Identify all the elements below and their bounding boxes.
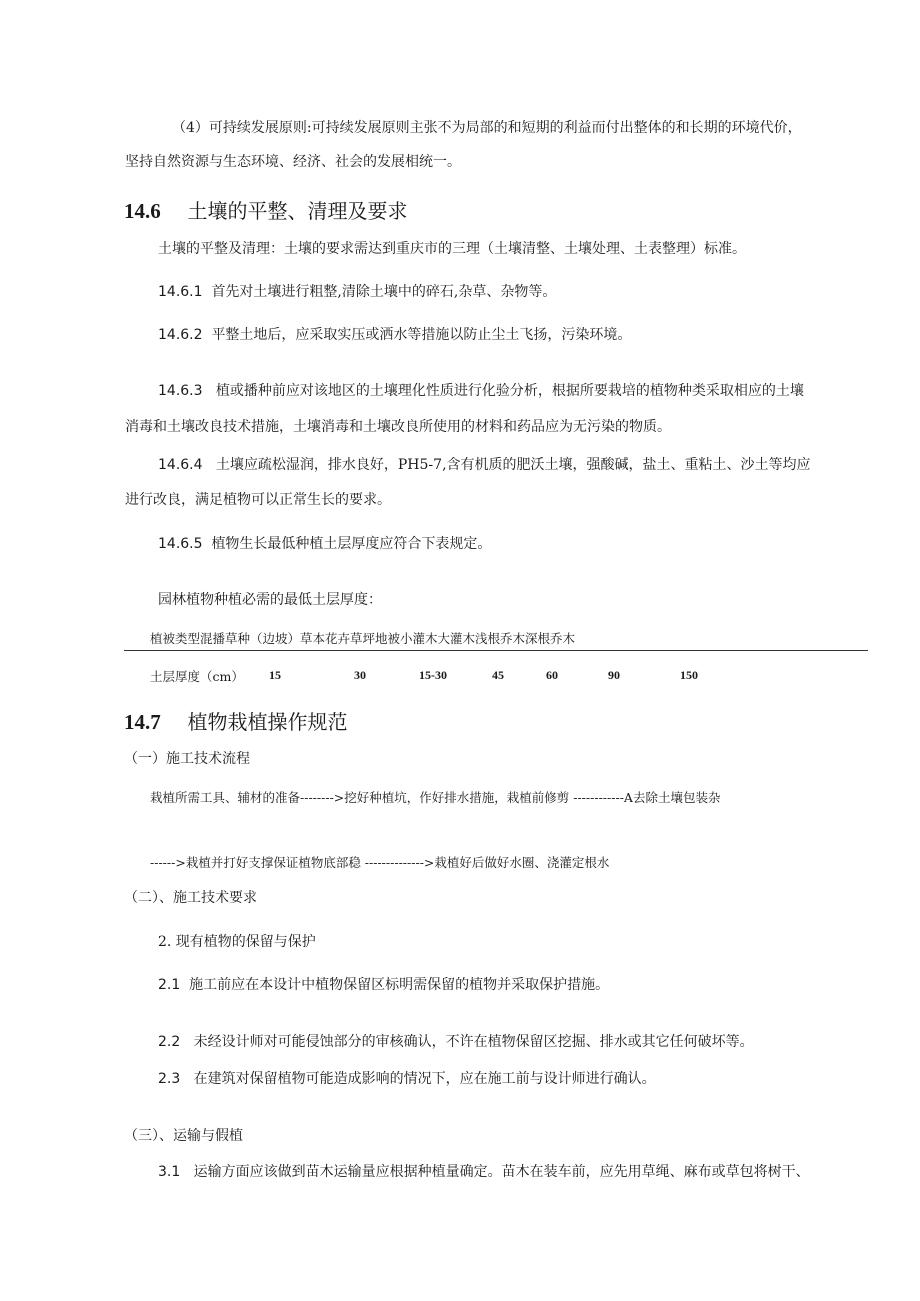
- item-number: 3.1: [158, 1164, 181, 1180]
- item-14-6-4-line1: [158, 455, 811, 475]
- table-cell: 30: [354, 668, 366, 682]
- table-rule: [124, 650, 868, 651]
- item-text: 首先对土壤进行粗整,清除土壤中的碎石,杂草、杂物等。: [211, 284, 557, 300]
- item-text: 未经设计师对可能侵蚀部分的审核确认，不许在植物保留区挖掘、排水或其它任何破坏等。: [193, 1034, 754, 1050]
- section-number: 14.6: [124, 199, 161, 223]
- item-text: 施工前应在本设计中植物保留区标明需保留的植物并采取保护措施。: [189, 977, 610, 993]
- section-14-7-heading: [124, 709, 347, 735]
- section-title: 植物栽植操作规范: [187, 710, 348, 734]
- soil-intro: 土壤的平整及清理：土壤的要求需达到重庆市的三理（土壤清整、土壤处理、土表整理）标准。: [158, 241, 746, 257]
- subsection-3: （三）、运输与假植: [124, 1128, 243, 1144]
- item-number: 2.3: [158, 1071, 181, 1087]
- table-row-label: 土层厚度（cm）: [150, 669, 244, 684]
- item-text: 在建筑对保留植物可能造成影响的情况下，应在施工前与设计师进行确认。: [193, 1071, 656, 1087]
- item-text: 植或播种前应对该地区的土壤理化性质进行化验分析，根据所要栽培的植物种类采取相应的土壤: [215, 383, 804, 399]
- process-flow-line2: ------>栽植并打好支撑保证植物底部稳 -------------->栽植好后做好水圈、浇灌定根水: [150, 855, 610, 870]
- item-number: 14.6.1: [158, 284, 203, 300]
- subsection-2: （二）、施工技术要求: [124, 890, 257, 906]
- item-text: 植物生长最低种植土层厚度应符合下表规定。: [211, 536, 492, 552]
- table-cell: 60: [546, 668, 558, 682]
- section-14-6-heading: [124, 198, 407, 224]
- principle-4-line1: （4）可持续发展原则:可持续发展原则主张不为局部的和短期的利益而付出整体的和长期的环境代价，: [172, 120, 802, 136]
- subsection-1: （一）施工技术流程: [124, 751, 250, 767]
- item-number: 14.6.2: [158, 327, 203, 343]
- item-number: 14.6.4: [158, 457, 203, 473]
- item-2-3: [158, 1069, 656, 1089]
- item-number: 14.6.3: [158, 383, 203, 399]
- table-cell: 45: [492, 668, 504, 682]
- item-14-6-4-line2: 进行改良，满足植物可以正常生长的要求。: [125, 492, 391, 508]
- section-title: 土壤的平整、清理及要求: [187, 199, 408, 223]
- table-header: 植被类型混播草种（边坡）草本花卉草坪地被小灌木大灌木浅根乔木深根乔木: [150, 631, 576, 646]
- section-number: 14.7: [124, 710, 161, 734]
- item-14-6-1: [158, 282, 556, 302]
- item-14-6-3-line2: 消毒和土壤改良技术措施，土壤消毒和土壤改良所使用的材料和药品应为无污染的物质。: [125, 419, 671, 435]
- item-number: 14.6.5: [158, 536, 203, 552]
- item-14-6-2: [158, 325, 631, 345]
- table-cell: 15-30: [419, 668, 447, 682]
- process-flow-line1: 栽植所需工具、辅材的准备-------->挖好种植坑，作好排水措施，栽植前修剪 ------------A去除土壤包装杂: [150, 790, 721, 805]
- item-text: 平整土地后，应采取实压或洒水等措施以防止尘土飞扬，污染环境。: [211, 327, 632, 343]
- table-cell: 15: [269, 668, 281, 682]
- item-text: 土壤应疏松湿润，排水良好，PH5-7,含有机质的肥沃土壤，强酸碱，盐土、重粘土、沙土等均应: [215, 457, 811, 473]
- table-cell: 90: [608, 668, 620, 682]
- principle-4-line2: 坚持自然资源与生态环境、经济、社会的发展相统一。: [125, 154, 461, 170]
- item-text: 运输方面应该做到苗木运输量应根据种植量确定。苗木在装车前，应先用草绳、麻布或草包将树干、: [193, 1164, 810, 1180]
- item-3-1: [158, 1162, 810, 1182]
- table-cell: 150: [680, 668, 698, 682]
- item-14-6-5: [158, 534, 491, 554]
- item-14-6-3-line1: [158, 381, 804, 401]
- table-caption: 园林植物种植必需的最低土层厚度：: [158, 592, 382, 608]
- item-number: 2.2: [158, 1034, 181, 1050]
- item-2-1: [158, 975, 609, 995]
- item-number: 2.1: [158, 977, 181, 993]
- item-2-2: [158, 1032, 754, 1052]
- item-2: 2. 现有植物的保留与保护: [158, 934, 316, 950]
